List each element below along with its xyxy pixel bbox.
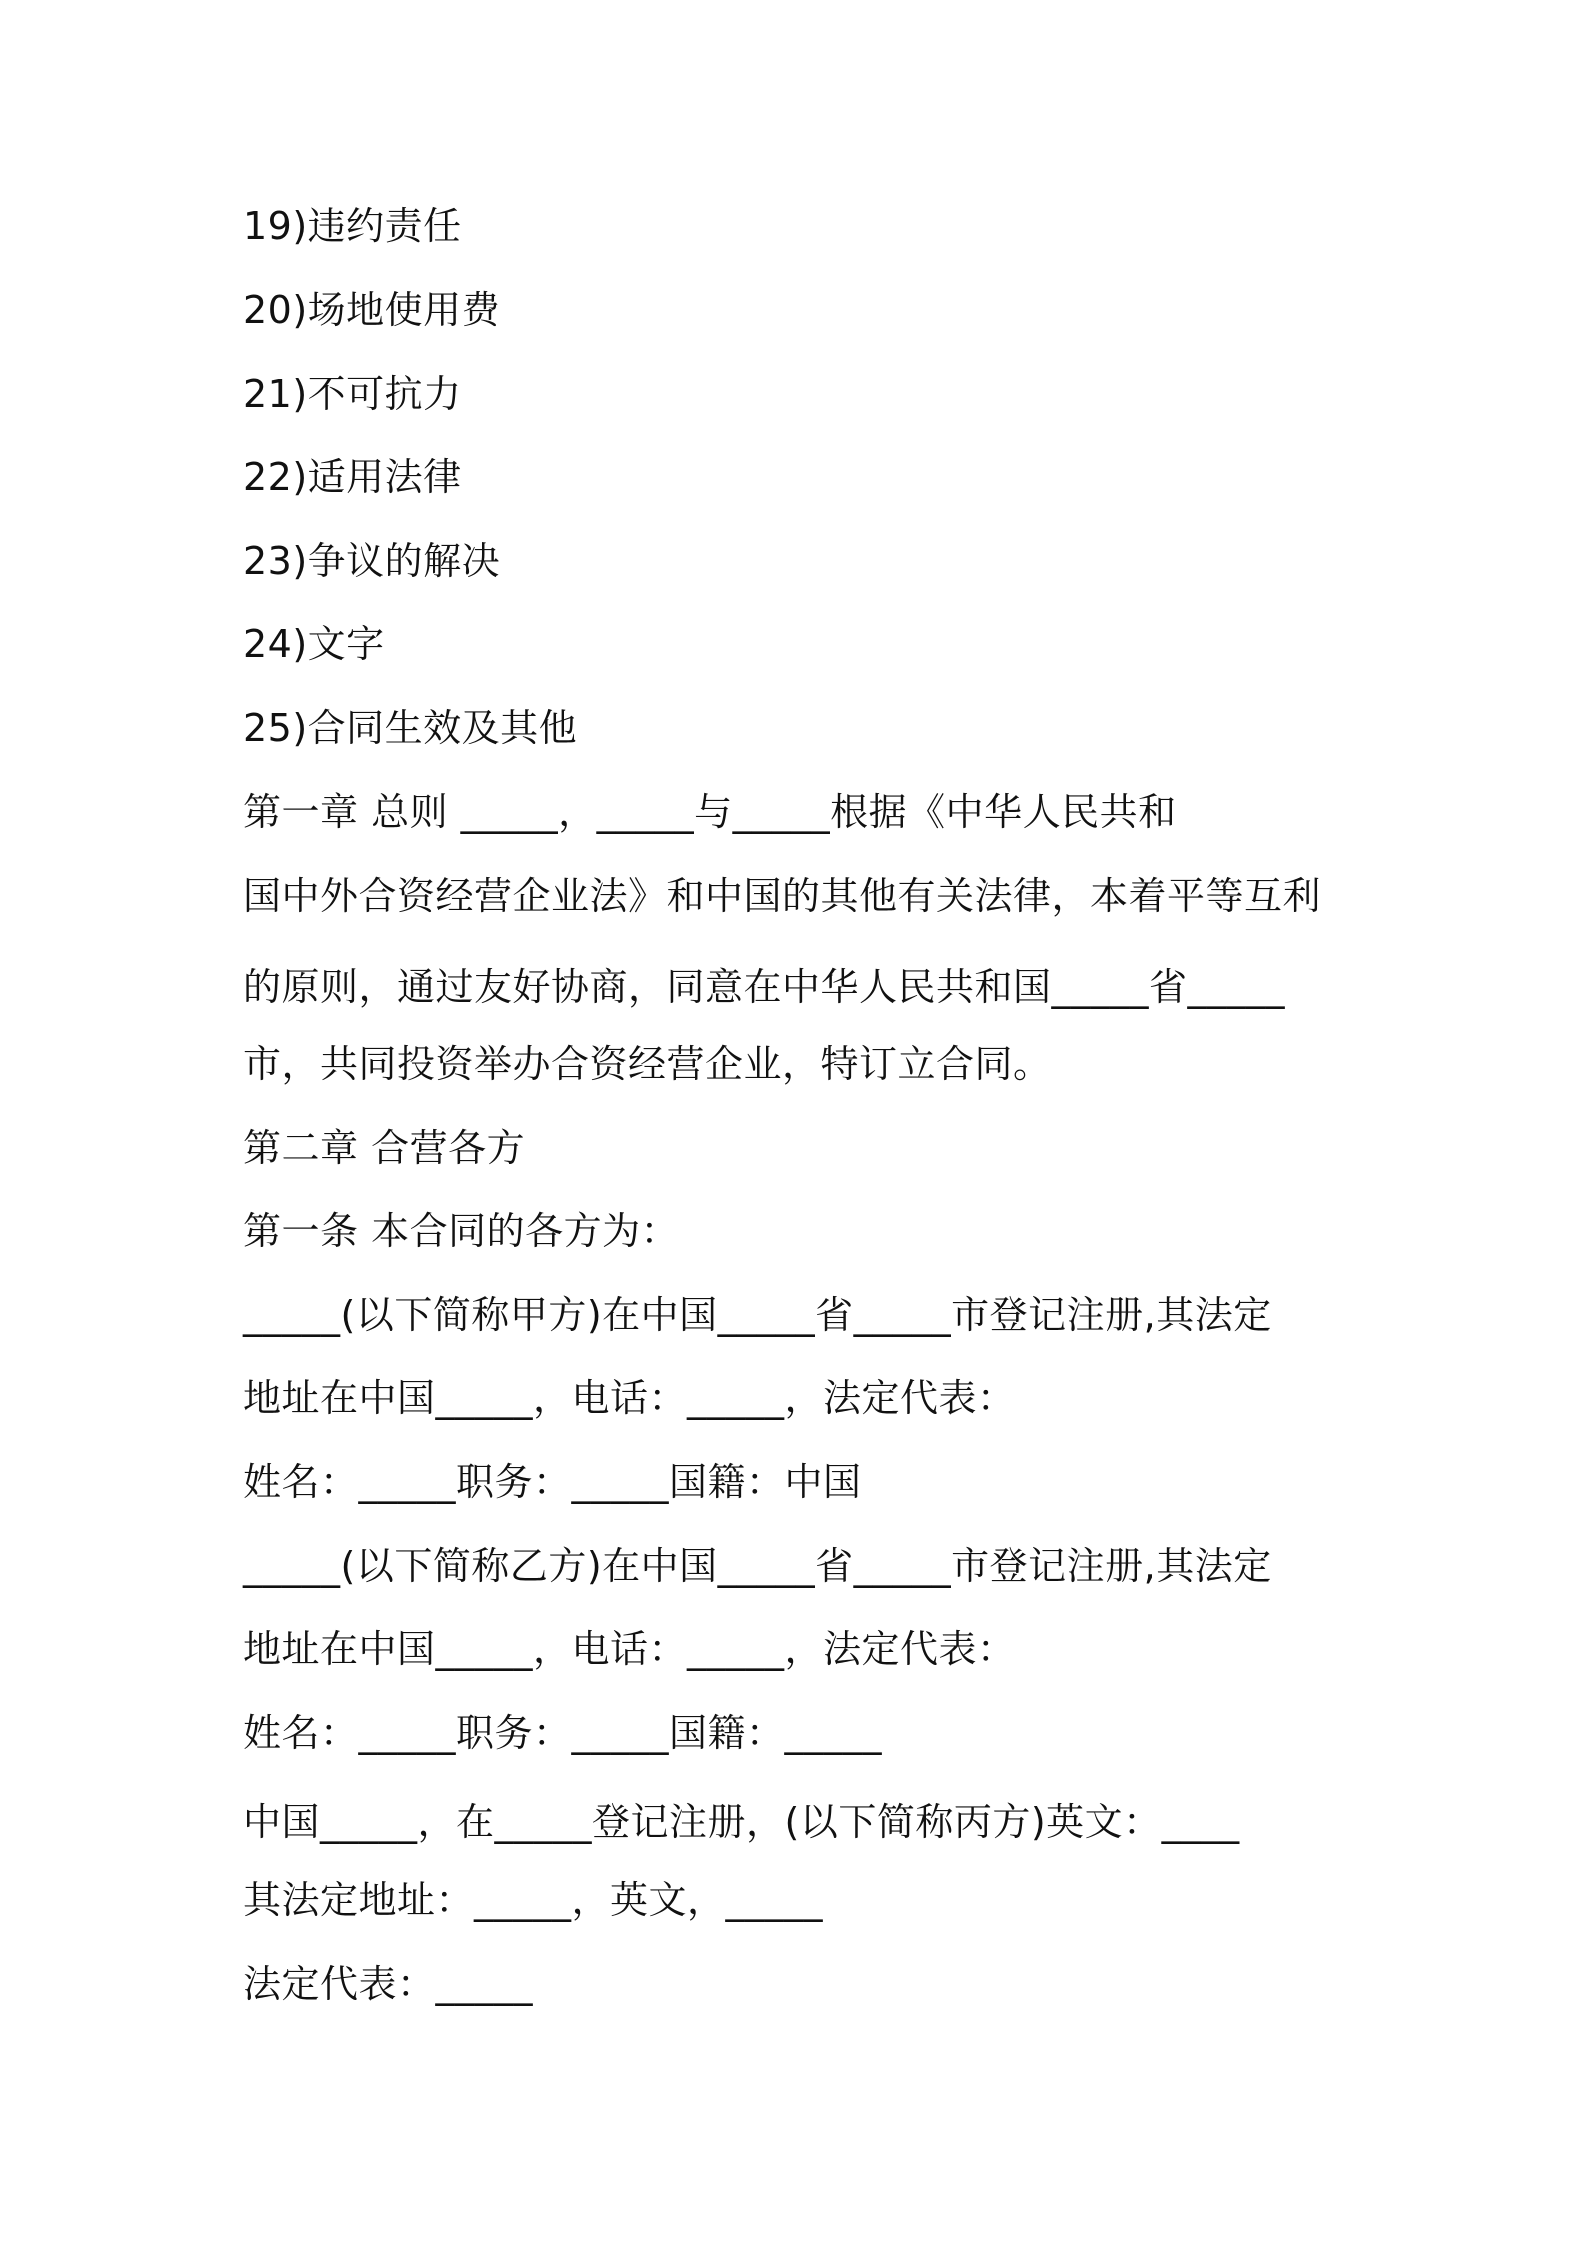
party-b-line-2: 地址在中国_____，电话：_____，法定代表： bbox=[243, 1627, 1016, 1671]
toc-item-22: 22)适用法律 bbox=[243, 455, 462, 499]
toc-item-23: 23)争议的解决 bbox=[243, 539, 501, 583]
party-c-line-2: 其法定地址：_____，英文，_____ bbox=[243, 1878, 824, 1922]
toc-item-25: 25)合同生效及其他 bbox=[243, 706, 578, 750]
chapter-2-heading: 第二章 合营各方 bbox=[243, 1126, 526, 1170]
toc-item-24: 24)文字 bbox=[243, 622, 385, 666]
party-c-line-1: 中国_____，在_____登记注册，(以下简称丙方)英文：____ bbox=[243, 1800, 1240, 1844]
toc-item-21: 21)不可抗力 bbox=[243, 372, 462, 416]
party-b-line-3: 姓名：_____职务：_____国籍：_____ bbox=[243, 1711, 883, 1755]
party-b-line-1: _____(以下简称乙方)在中国_____省_____市登记注册,其法定 bbox=[243, 1544, 1272, 1588]
article-1-heading: 第一条 本合同的各方为： bbox=[243, 1209, 680, 1253]
party-c-line-3: 法定代表：_____ bbox=[243, 1962, 534, 2006]
party-a-line-3: 姓名：_____职务：_____国籍：中国 bbox=[243, 1460, 862, 1504]
toc-item-20: 20)场地使用费 bbox=[243, 288, 501, 332]
chapter-1-line-2: 国中外合资经营企业法》和中国的其他有关法律，本着平等互利 bbox=[243, 874, 1322, 918]
chapter-1-line-3: 的原则，通过友好协商，同意在中华人民共和国_____省_____ bbox=[243, 965, 1286, 1009]
chapter-1-line-4: 市，共同投资举办合资经营企业，特订立合同。 bbox=[243, 1042, 1052, 1086]
chapter-1-line-1: 第一章 总则 _____，_____与_____根据《中华人民共和 bbox=[243, 790, 1177, 834]
party-a-line-1: _____(以下简称甲方)在中国_____省_____市登记注册,其法定 bbox=[243, 1293, 1272, 1337]
toc-item-19: 19)违约责任 bbox=[243, 204, 462, 248]
party-a-line-2: 地址在中国_____，电话：_____，法定代表： bbox=[243, 1376, 1016, 1420]
